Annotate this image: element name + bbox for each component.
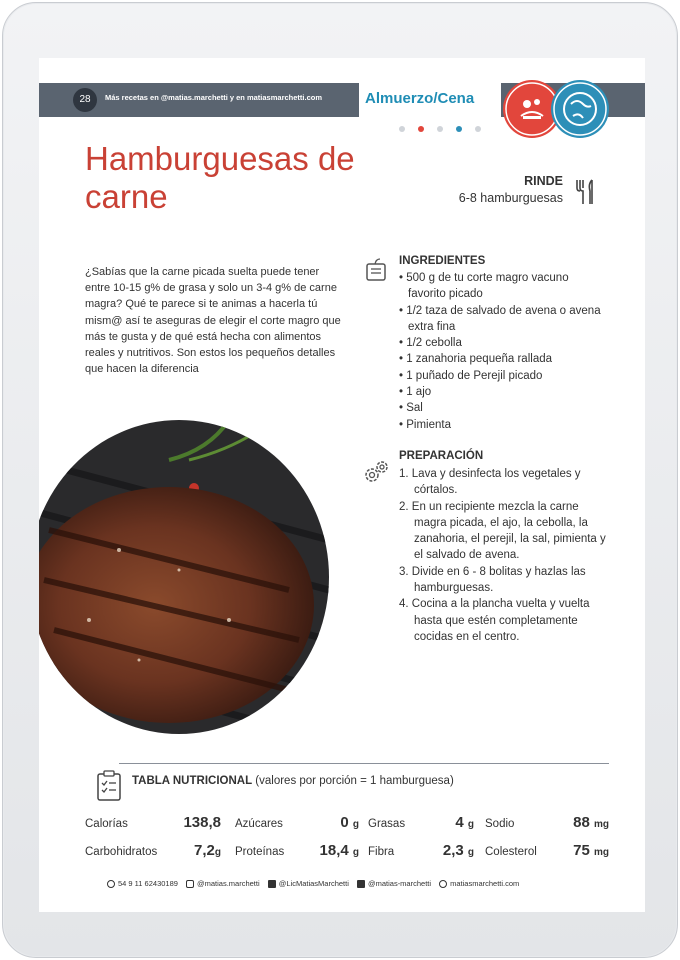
- ingredient-item: • Pimienta: [399, 418, 451, 431]
- footer-web[interactable]: [439, 879, 519, 888]
- linkedin-text: @matias-marchetti: [367, 879, 432, 888]
- clipboard-icon: [96, 770, 122, 802]
- ingredient-item: • 1 zanahoria pequeña rallada: [399, 353, 553, 366]
- nutrient-label: Sodio: [485, 818, 515, 830]
- page-number: 28: [73, 88, 97, 112]
- nutrient-unit: g: [467, 847, 474, 858]
- facebook-text: @LicMatiasMarchetti: [278, 879, 349, 888]
- nutrient-label: Colesterol: [485, 846, 537, 858]
- nutrient-value: [309, 842, 359, 859]
- nutrient-label: Grasas: [368, 818, 406, 830]
- step-item: 2. En un recipiente mezcla la carne magra picada, el ajo, la cebolla, la zanahoria, el perejil, la sal, pimienta y el salvado de avena.: [399, 500, 606, 562]
- nutrient-label: Azúcares: [235, 818, 283, 830]
- web-text: matiasmarchetti.com: [450, 879, 520, 888]
- nutrient-unit: g: [352, 819, 359, 830]
- footer-linkedin[interactable]: [357, 879, 431, 888]
- step-item: 4. Cocina a la plancha vuelta y vuelta hasta que estén completamente cocidas en el centro.: [399, 598, 590, 643]
- nutrient-number: 4: [455, 814, 464, 831]
- section-label: Almuerzo/Cena: [365, 90, 475, 107]
- dot: [475, 126, 481, 132]
- nutrition-title-bold: TABLA NUTRICIONAL: [132, 775, 253, 787]
- step-item: 3. Divide en 6 - 8 bolitas y hazlas las hamburguesas.: [399, 565, 586, 595]
- nutrient-unit: g: [467, 819, 474, 830]
- nutrient-number: 138,8: [183, 814, 221, 831]
- nutrient-number: 18,4: [319, 842, 349, 859]
- nutrition-title: [132, 775, 454, 787]
- footer-contacts: [107, 879, 587, 888]
- yield-block: [459, 173, 563, 207]
- nutrient-label: Proteínas: [235, 846, 285, 858]
- whatsapp-icon: [107, 880, 115, 888]
- nutrient-unit: g: [352, 847, 359, 858]
- yield-label: RINDE: [524, 174, 563, 188]
- nutrient-value: [169, 814, 221, 831]
- header-note: Más recetas en @matias.marchetti y en matiasmarchetti.com: [105, 93, 322, 102]
- ingredient-item: • 1 ajo: [399, 386, 432, 399]
- page-dots: [399, 126, 499, 136]
- ingredients-list: [399, 270, 609, 433]
- ingredient-item: • 1/2 cebolla: [399, 337, 462, 350]
- dot-active-red: [418, 126, 424, 132]
- page: [39, 58, 645, 912]
- instagram-text: @matias.marchetti: [197, 879, 260, 888]
- dot: [399, 126, 405, 132]
- ingredient-item: • 1/2 taza de salvado de avena o avena extra fina: [399, 304, 601, 333]
- footer-instagram[interactable]: [186, 879, 260, 888]
- ingredient-item: • 1 puñado de Perejil picado: [399, 369, 543, 382]
- preparation-heading: PREPARACIÓN: [399, 450, 484, 462]
- whatsapp-text: 54 9 11 62430189: [118, 879, 178, 888]
- nutrient-value: [434, 814, 474, 831]
- nutrient-value: [424, 842, 474, 859]
- nutrient-value: [549, 814, 609, 831]
- ingredients-heading: INGREDIENTES: [399, 255, 486, 267]
- facebook-icon: [268, 880, 276, 888]
- nutrient-value: [549, 842, 609, 859]
- preparation-steps: [399, 466, 611, 645]
- intro-text: ¿Sabías que la carne picada suelta puede tener entre 10-15 g% de grasa y solo un 3-4 g% de carne magra? Qué te parece si te animas a hacerla tú mism@ así te aseguras de elegir el corte magro que más te gusta y de qué está hecha con alimentos reales y nutritivos. Son estos los pequeños detalles que hacen la diferencia: [85, 266, 341, 376]
- nutrient-number: 0: [340, 814, 349, 831]
- burger-photo: [39, 420, 329, 734]
- nutrient-unit: mg: [594, 819, 609, 830]
- nutrient-value: [319, 814, 359, 831]
- nutrition-title-rest: (valores por porción = 1 hamburguesa): [252, 775, 454, 787]
- recipe-title: Hamburguesas de carne: [85, 140, 355, 215]
- dot: [437, 126, 443, 132]
- nutrient-number: 2,3: [442, 842, 464, 859]
- instagram-icon: [186, 880, 194, 888]
- ingredient-item: • 500 g de tu corte magro vacuno favorito picado: [399, 272, 569, 301]
- footer-whatsapp[interactable]: [107, 879, 178, 888]
- nutrient-label: Calorías: [85, 818, 128, 830]
- linkedin-icon: [357, 880, 365, 888]
- nutrient-number: 75: [573, 842, 590, 859]
- cutlery-icon: [575, 178, 599, 206]
- nutrient-unit: g: [214, 847, 221, 858]
- nutrient-number: 88: [573, 814, 590, 831]
- nutrition-divider: [119, 763, 609, 764]
- footer-facebook[interactable]: [268, 879, 349, 888]
- gears-icon: [361, 458, 391, 488]
- nutrient-label: Carbohidratos: [85, 846, 158, 858]
- yield-value: 6-8 hamburguesas: [458, 191, 563, 205]
- globe-small-icon: [439, 880, 447, 888]
- nutrient-number: 7,2: [194, 842, 215, 859]
- step-item: 1. Lava y desinfecta los vegetales y córtalos.: [399, 468, 581, 497]
- nutrient-unit: mg: [594, 847, 609, 858]
- nutrient-value: [169, 842, 221, 859]
- globe-icon: [551, 80, 609, 138]
- nutrient-label: Fibra: [368, 846, 395, 858]
- ingredient-item: • Sal: [399, 402, 423, 415]
- dot-active-blue: [456, 126, 462, 132]
- notepad-icon: [361, 256, 391, 286]
- tablet-frame: [2, 2, 678, 958]
